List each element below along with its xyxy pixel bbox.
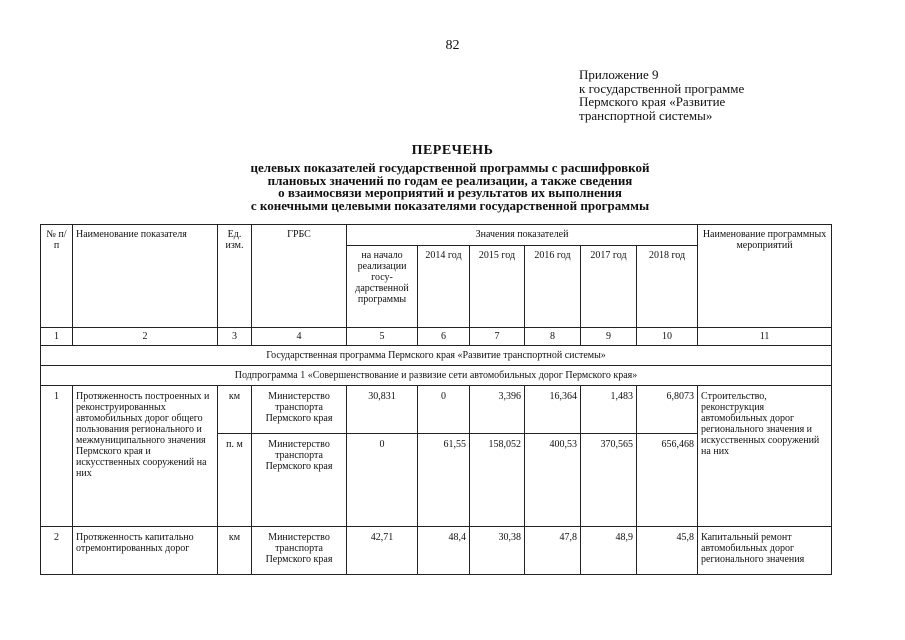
row-unit: км <box>218 386 252 434</box>
header-year-2017: 2017 год <box>581 246 637 328</box>
subtitle-line: целевых показателей государственной программы с расшифровкой <box>250 160 650 175</box>
row-num: 1 <box>41 386 73 527</box>
row-indicator-name: Протяженность построенных и реконструированных автомобильных дорог общего пользования регионального и межмуниципального значения Пермского края и искусственных сооружений на них <box>73 386 218 527</box>
header-num: № п/п <box>41 225 73 328</box>
row-value-2016: 400,53 <box>525 434 581 527</box>
row-value-2018: 656,468 <box>637 434 698 527</box>
row-value-2017: 370,565 <box>581 434 637 527</box>
document-title: ПЕРЕЧЕНЬ <box>411 143 494 158</box>
appendix-line: транспортной системы» <box>579 107 713 123</box>
row-value-start: 0 <box>347 434 418 527</box>
header-unit: Ед. изм. <box>218 225 252 328</box>
column-number: 2 <box>73 328 218 346</box>
column-number: 8 <box>525 328 581 346</box>
column-number: 7 <box>470 328 525 346</box>
document-subtitle <box>150 162 750 212</box>
header-measures: Наименование программных мероприятий <box>698 225 832 328</box>
header-year-2014: 2014 год <box>418 246 470 328</box>
row-value-2018: 6,8073 <box>637 386 698 434</box>
column-number: 10 <box>637 328 698 346</box>
row-value-2017: 1,483 <box>581 386 637 434</box>
column-number: 5 <box>347 328 418 346</box>
header-start: на начало реализации госу-дарственной программы <box>347 246 418 328</box>
row-value-start: 42,71 <box>347 527 418 575</box>
column-number-row <box>41 328 832 346</box>
row-value-start: 30,831 <box>347 386 418 434</box>
header-year-2016: 2016 год <box>525 246 581 328</box>
program-title: Государственная программа Пермского края «Развитие транспортной системы» <box>41 346 832 366</box>
row-grbs: Министерство транспорта Пермского края <box>252 527 347 575</box>
table-row <box>41 386 832 434</box>
appendix-line: Приложение 9 <box>579 67 659 82</box>
header-name: Наименование показателя <box>73 225 218 328</box>
row-unit: км <box>218 527 252 575</box>
subtitle-line: с конечными целевыми показателями государственной программы <box>250 197 650 213</box>
table-row <box>41 527 832 575</box>
program-row <box>41 346 832 366</box>
subprogram-row <box>41 366 832 386</box>
row-measure: Капитальный ремонт автомобильных дорог регионального значения <box>698 527 832 575</box>
row-grbs: Министерство транспорта Пермского края <box>252 434 347 527</box>
row-value-2014: 61,55 <box>418 434 470 527</box>
row-measure: Строительство, реконструкция автомобильных дорог регионального значения и искусственных сооружений на них <box>698 386 832 527</box>
appendix-line: к государственной программе <box>579 80 745 96</box>
column-number: 9 <box>581 328 637 346</box>
header-row <box>41 225 832 246</box>
row-value-2016: 47,8 <box>525 527 581 575</box>
row-value-2017: 48,9 <box>581 527 637 575</box>
row-unit: п. м <box>218 434 252 527</box>
subtitle-line: о взаимосвязи мероприятий и результатов их выполнения <box>278 185 622 200</box>
row-grbs: Министерство транспорта Пермского края <box>252 386 347 434</box>
indicators-table <box>40 224 832 575</box>
header-grbs: ГРБС <box>252 225 347 328</box>
row-num: 2 <box>41 527 73 575</box>
subprogram-title: Подпрограмма 1 «Совершенствование и развизие сети автомобильных дорог Пермского края» <box>41 366 832 386</box>
subtitle-line: плановых значений по годам ее реализации, а также сведения <box>267 172 633 188</box>
column-number: 11 <box>698 328 832 346</box>
column-number: 4 <box>252 328 347 346</box>
row-value-2016: 16,364 <box>525 386 581 434</box>
header-year-2015: 2015 год <box>470 246 525 328</box>
row-value-2018: 45,8 <box>637 527 698 575</box>
row-indicator-name: Протяженность капитально отремонтированных дорог <box>73 527 218 575</box>
appendix-note <box>579 68 819 122</box>
row-value-2014: 0 <box>418 386 470 434</box>
page-number: 82 <box>445 38 460 53</box>
column-number: 6 <box>418 328 470 346</box>
column-number: 1 <box>41 328 73 346</box>
row-value-2015: 158,052 <box>470 434 525 527</box>
column-number: 3 <box>218 328 252 346</box>
header-year-2018: 2018 год <box>637 246 698 328</box>
header-values-group: Значения показателей <box>347 225 698 246</box>
row-value-2015: 30,38 <box>470 527 525 575</box>
row-value-2014: 48,4 <box>418 527 470 575</box>
appendix-line: Пермского края «Развитие <box>579 94 726 109</box>
row-value-2015: 3,396 <box>470 386 525 434</box>
